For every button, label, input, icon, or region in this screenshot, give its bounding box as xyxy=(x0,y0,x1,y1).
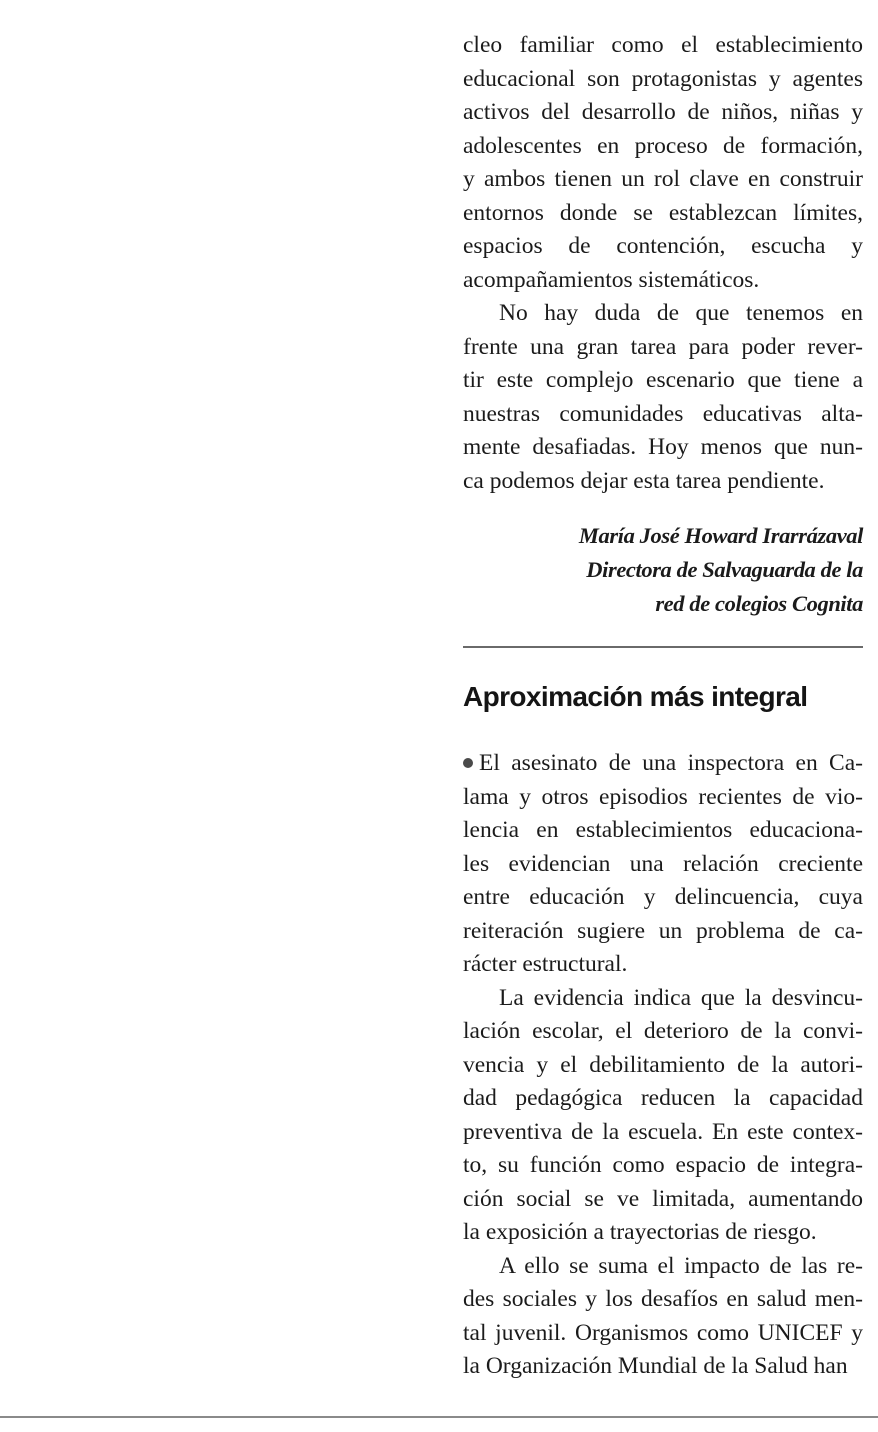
text-line: cleo familiar como el establecimiento xyxy=(463,32,863,58)
bullet-icon xyxy=(463,758,473,768)
text-line: La evidencia indica que la desvincu- xyxy=(499,984,863,1011)
text-line: ca podemos dejar esta tarea pendiente. xyxy=(463,467,825,494)
article-column xyxy=(463,29,863,1384)
text-line: educacional son protagonistas y agentes xyxy=(463,65,863,92)
text-line: la exposición a trayectorias de riesgo. xyxy=(463,1219,817,1245)
article-2-title: Aproximación más integral xyxy=(463,681,808,712)
article-2-body xyxy=(463,747,863,1384)
text-line: lación escolar, el deterioro de la convi- xyxy=(463,1018,863,1044)
section-divider xyxy=(463,646,863,648)
text-line: preventiva de la escuela. En este contex- xyxy=(463,1118,863,1145)
text-line: entre educación y delincuencia, cuya xyxy=(463,884,863,910)
text-line: tir este complejo escenario que tiene a xyxy=(463,367,863,393)
text-line: adolescentes en proceso de formación, xyxy=(463,132,863,159)
text-line: dad pedagógica reducen la capacidad xyxy=(463,1085,863,1111)
author-signature xyxy=(463,519,863,621)
text-line: lencia en establecimientos educaciona- xyxy=(463,817,863,843)
text-line: rácter estructural. xyxy=(463,951,628,977)
text-line: la Organización Mundial de la Salud han xyxy=(463,1353,848,1379)
text-line: A ello se suma el impacto de las re- xyxy=(499,1252,863,1279)
text-line: mente desafiadas. Hoy menos que nun- xyxy=(463,434,863,460)
text-line: reiteración sugiere un problema de ca- xyxy=(463,917,863,944)
text-line: activos del desarrollo de niños, niñas y xyxy=(463,99,863,125)
text-line xyxy=(463,747,863,781)
text-line-content: El asesinato de una inspectora en Ca- xyxy=(479,750,863,776)
text-line: ción social se ve limitada, aumentando xyxy=(463,1185,863,1212)
text-line: No hay duda de que tenemos en xyxy=(499,300,863,326)
text-line: des sociales y los desafíos en salud men- xyxy=(463,1286,863,1312)
text-line: y ambos tienen un rol clave en construir xyxy=(463,166,863,192)
text-line: entornos donde se establezcan límites, xyxy=(463,199,863,226)
author-organization: red de colegios Cognita xyxy=(655,591,863,616)
author-role: Directora de Salvaguarda de la xyxy=(586,557,863,582)
text-line: tal juvenil. Organismos como UNICEF y xyxy=(463,1319,863,1346)
text-line: les evidencian una relación creciente xyxy=(463,850,863,877)
text-line: acompañamientos sistemáticos. xyxy=(463,266,760,293)
text-line: nuestras comunidades educativas alta- xyxy=(463,400,863,427)
text-line: to, su función como espacio de integra- xyxy=(463,1152,863,1178)
text-line: frente una gran tarea para poder rever- xyxy=(463,333,863,360)
text-line: espacios de contención, escucha y xyxy=(463,233,863,259)
page-bottom-rule xyxy=(0,1416,878,1418)
article-1-body xyxy=(463,29,863,498)
text-line: vencia y el debilitamiento de la autori- xyxy=(463,1051,863,1078)
text-line: lama y otros episodios recientes de vio- xyxy=(463,783,863,810)
author-name: María José Howard Irarrázaval xyxy=(578,523,863,548)
